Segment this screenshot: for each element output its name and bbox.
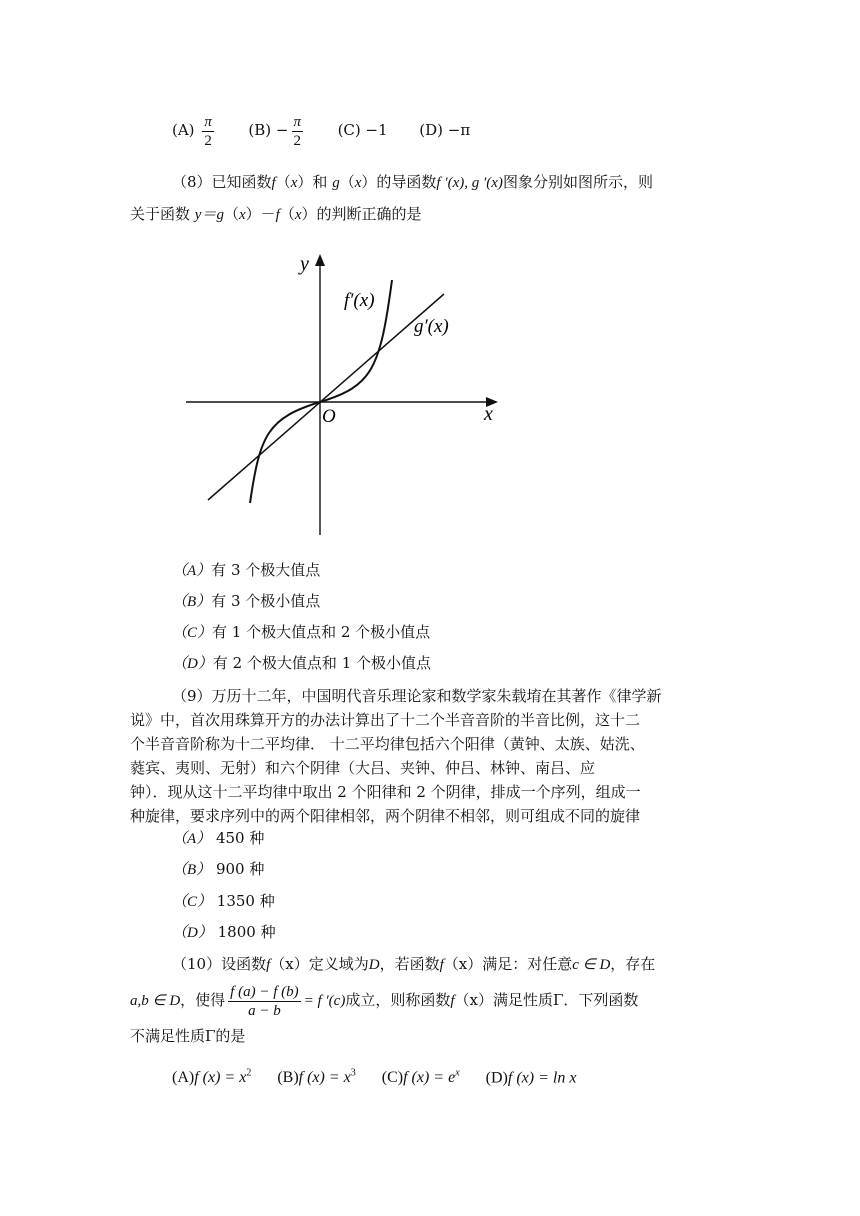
q7-option-c: (C) −1 bbox=[337, 121, 388, 139]
q8-option-c: （C）有 1 个极大值点和 2 个极小值点 bbox=[172, 623, 431, 641]
q7-option-b: (B) − $\frac{\pi}{2}$ bbox=[248, 113, 302, 149]
g-prime-label: g′(x) bbox=[414, 316, 449, 337]
q9-stem-line5: 钟）．现从这十二平均律中取出 2 个阳律和 2 个阴律，排成一个序列，组成一 bbox=[130, 783, 641, 801]
q9-option-b: （B） 900 种 bbox=[172, 860, 265, 878]
option-label: （C） bbox=[172, 625, 213, 641]
y-axis-arrow bbox=[315, 254, 325, 266]
q9-option-d: （D） 1800 种 bbox=[172, 923, 276, 941]
option-label: （A） bbox=[172, 563, 212, 579]
fraction: $\frac{\pi}{2}$ bbox=[293, 113, 302, 149]
q9-stem-line1: （9）万历十二年，中国明代音乐理论家和数学家朱载堉在其著作《律学新 bbox=[172, 687, 662, 705]
fraction: $\frac{\pi}{2}$ bbox=[204, 113, 212, 149]
q10-stem-line1: （10）设函数f（x）定义域为D，若函数f（x）满足：对任意c ∈ D，存在 bbox=[172, 955, 656, 973]
option-label: （B） bbox=[172, 862, 212, 878]
q7-option-d: (D) −π bbox=[419, 121, 471, 139]
q7-options bbox=[172, 108, 470, 152]
option-label: （C） bbox=[172, 894, 213, 910]
q10-option-a: (A)f $(x) = x^2$ bbox=[172, 1068, 252, 1087]
q9-option-a: （A） 450 种 bbox=[172, 829, 265, 847]
fraction: $\frac{f (a) - f (b)}{a - b}$ bbox=[230, 983, 299, 1019]
option-label: (A) bbox=[172, 121, 195, 139]
q10-option-d: (D)f (x) = ln x bbox=[485, 1069, 577, 1087]
q8-stem-line1: （8）已知函数f（x）和 g（x）的导函数f ′(x), g ′(x)图象分别如图所示，则 bbox=[172, 173, 653, 191]
q8-option-a: （A）有 3 个极大值点 bbox=[172, 561, 321, 579]
q10-options bbox=[172, 1064, 576, 1088]
q10-stem-line2: a,b ∈ D，使得 $\frac{f (a) - f (b)}{a - b}$ = f ′(c)成立，则称函数f（x）满足性质Γ．下列函数 bbox=[130, 983, 639, 1019]
option-label: （A） bbox=[172, 831, 212, 847]
q9-stem-line3: 个半音音阶称为十二平均律． 十二平均律包括六个阳律（黄钟、太族、姑洗、 bbox=[130, 735, 645, 753]
g-prime-line bbox=[208, 294, 444, 500]
option-label: （B） bbox=[172, 594, 212, 610]
option-label: (B) bbox=[248, 121, 272, 139]
q9-option-c: （C） 1350 种 bbox=[172, 892, 275, 910]
y-axis-label: y bbox=[300, 253, 309, 275]
origin-label: O bbox=[322, 406, 336, 427]
q8-stem-line2: 关于函数 y＝g（x）－f（x）的判断正确的是 bbox=[130, 205, 422, 223]
q8-option-d: （D）有 2 个极大值点和 1 个极小值点 bbox=[172, 654, 432, 672]
q10-option-c: (C)f $(x) = e^x$ bbox=[381, 1068, 460, 1087]
option-label: (D) bbox=[419, 121, 443, 139]
x-axis-label: x bbox=[484, 403, 493, 425]
f-prime-curve bbox=[250, 280, 392, 503]
derivative-graph bbox=[180, 248, 510, 540]
f-prime-label: f′(x) bbox=[344, 290, 375, 311]
option-label: （D） bbox=[172, 925, 213, 941]
q9-stem-line6: 种旋律，要求序列中的两个阳律相邻，两个阴律不相邻，则可组成不同的旋律 bbox=[130, 807, 641, 825]
q7-option-a bbox=[172, 113, 222, 149]
q9-stem-line4: 蕤宾、夷则、无射）和六个阴律（大吕、夹钟、仲吕、林钟、南吕、应 bbox=[130, 759, 596, 777]
q10-option-b: (B)f $(x) = x^3$ bbox=[277, 1068, 356, 1087]
q8-option-b: （B）有 3 个极小值点 bbox=[172, 592, 321, 610]
option-label: (C) bbox=[337, 121, 361, 139]
q10-stem-line3: 不满足性质Γ的是 bbox=[130, 1027, 246, 1045]
option-label: （D） bbox=[172, 656, 213, 672]
q9-stem-line2: 说》中，首次用珠算开方的办法计算出了十二个半音音阶的半音比例，这十二 bbox=[130, 711, 641, 729]
